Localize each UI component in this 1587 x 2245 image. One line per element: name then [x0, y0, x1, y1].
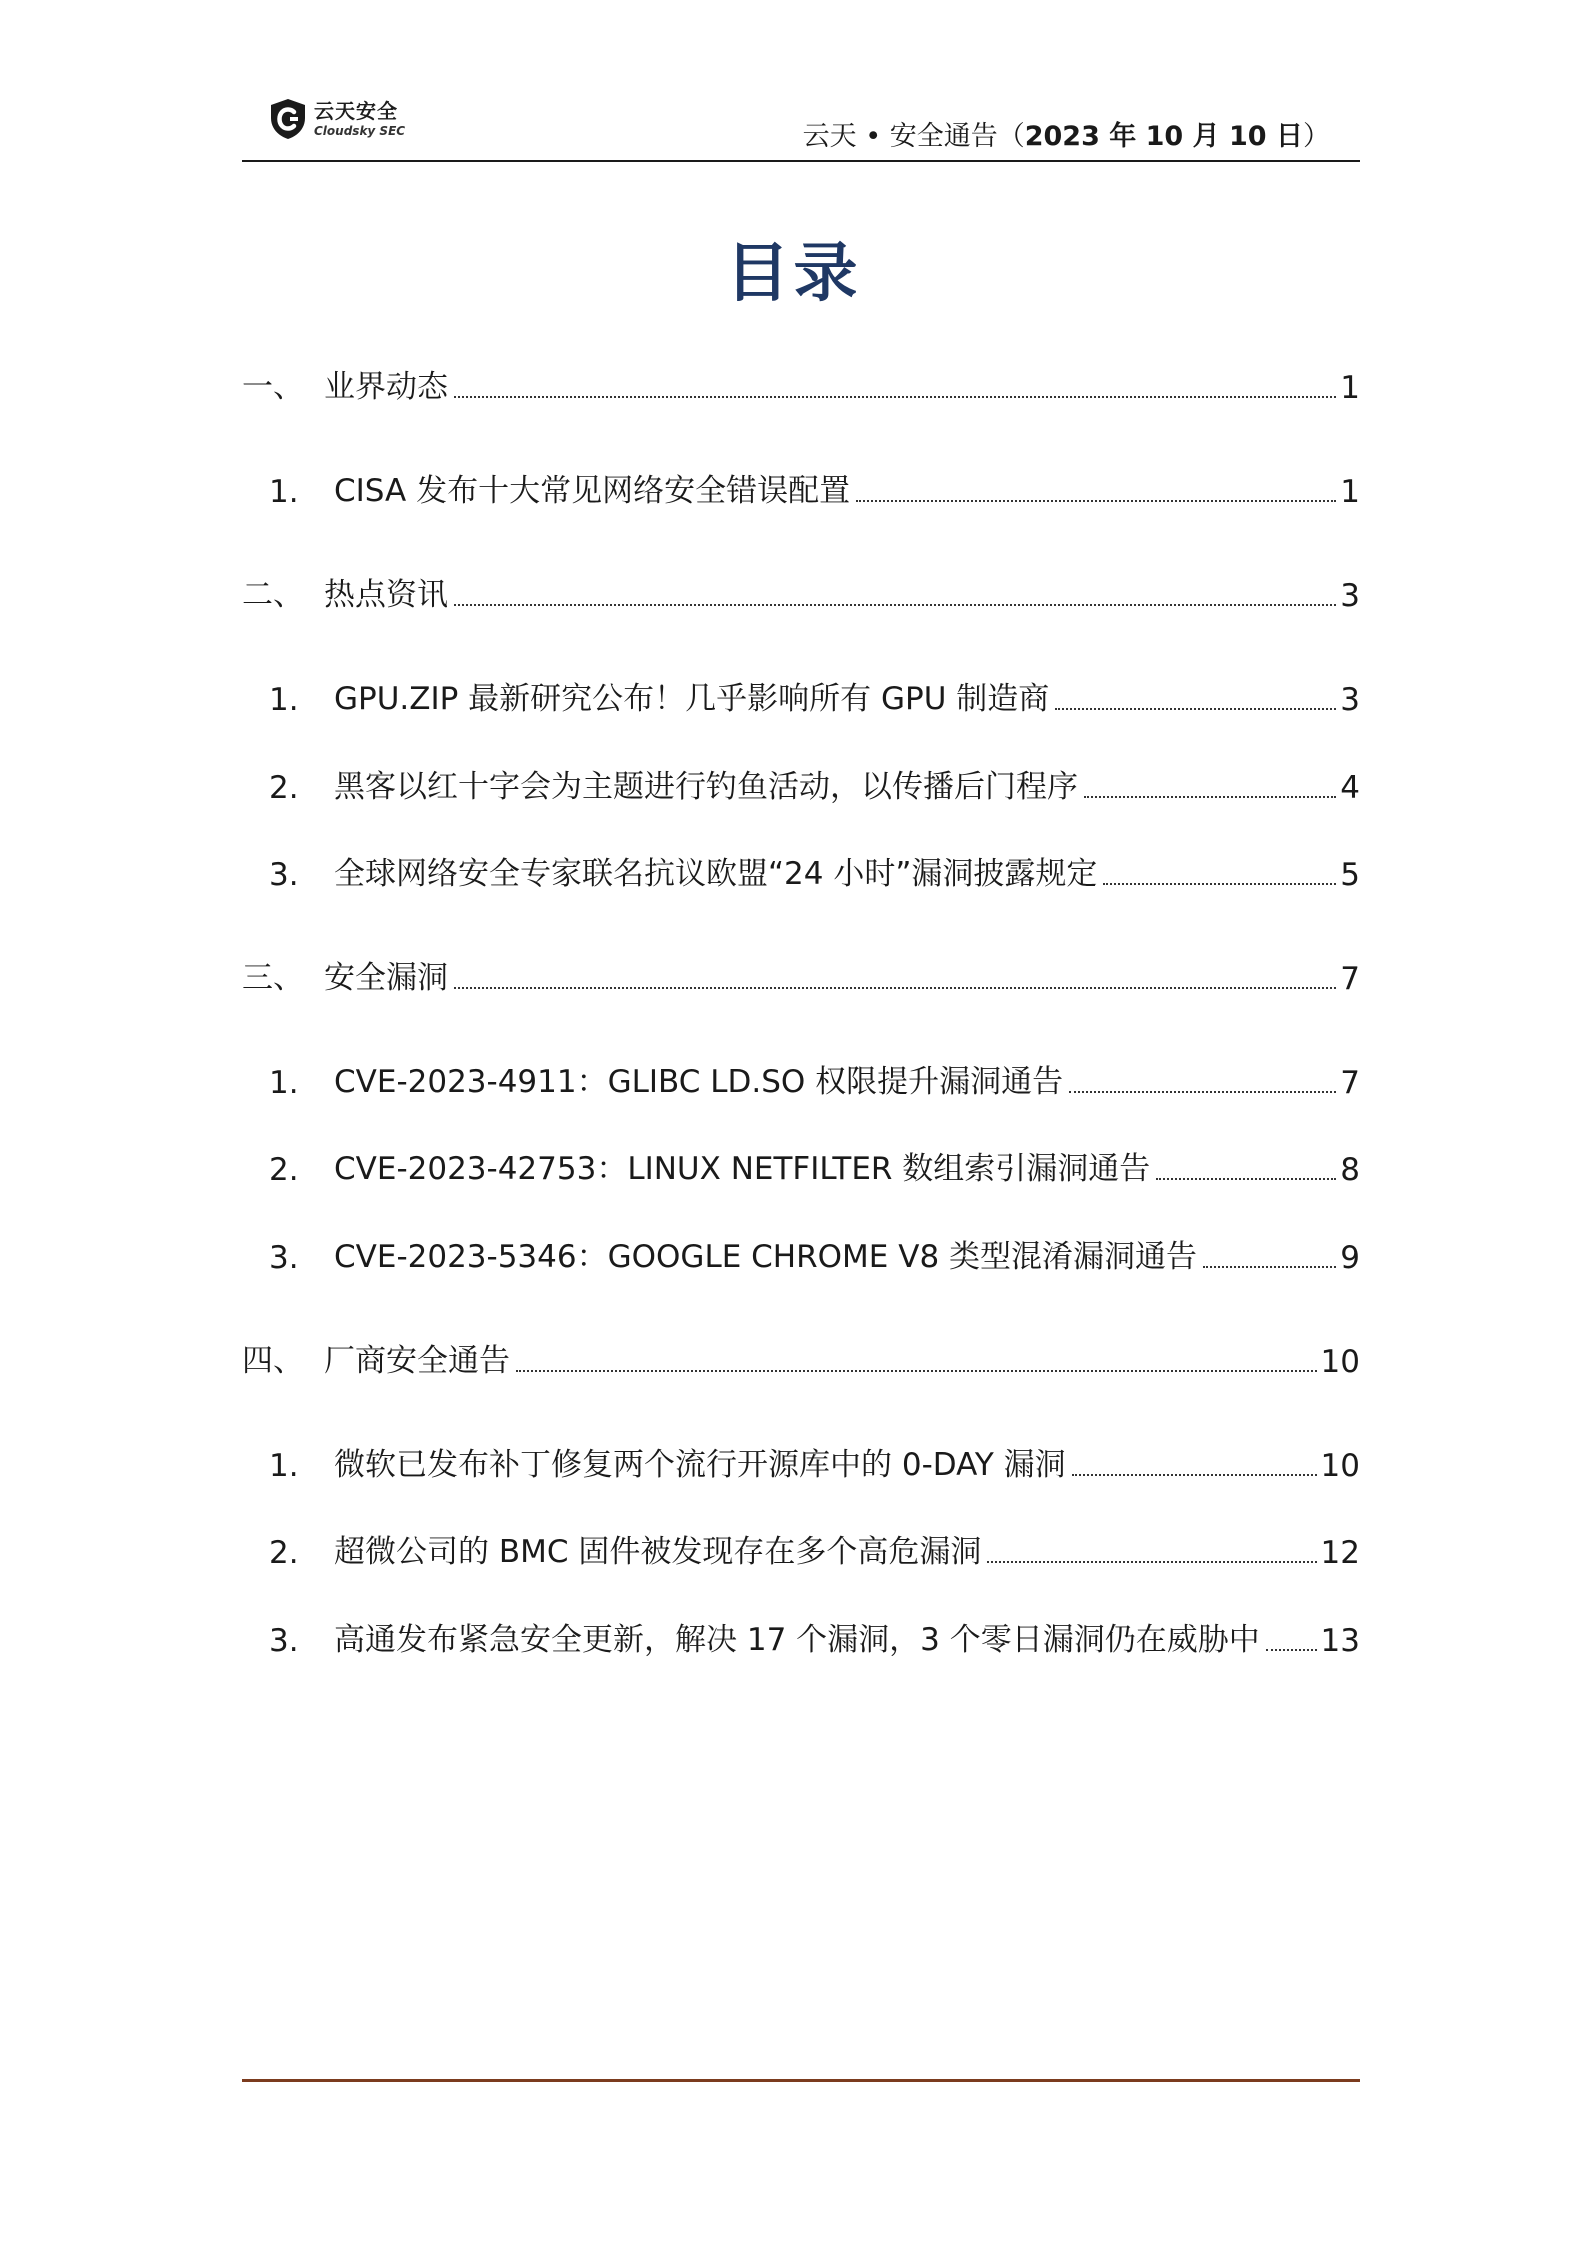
toc-entry-number: 2.	[269, 1152, 299, 1188]
toc-entry[interactable]	[242, 1615, 1360, 1659]
toc-entry-label: CVE-2023-4911：GLIBC LD.SO 权限提升漏洞通告	[334, 1064, 1064, 1100]
toc-dot-leader	[1069, 1091, 1336, 1093]
toc-entry-label: 安全漏洞	[324, 960, 448, 996]
toc-entry[interactable]	[242, 849, 1360, 893]
toc-dot-leader	[987, 1561, 1316, 1563]
toc-entry-page: 10	[1320, 1344, 1360, 1380]
toc-dot-leader	[1055, 708, 1336, 710]
toc-entry-label: GPU.ZIP 最新研究公布！几乎影响所有 GPU 制造商	[334, 681, 1050, 717]
toc-entry-number: 1.	[269, 474, 299, 510]
logo-en-text: Cloudsky SEC	[314, 124, 406, 138]
toc-dot-leader	[856, 500, 1336, 502]
toc-dot-leader	[454, 604, 1336, 606]
toc-entry-number: 3.	[269, 1240, 299, 1276]
toc-dot-leader	[1156, 1178, 1336, 1180]
toc-entry-number: 2.	[269, 770, 299, 806]
toc-entry-label: CVE-2023-5346：GOOGLE CHROME V8 类型混淆漏洞通告	[334, 1239, 1198, 1275]
toc-entry-page: 7	[1340, 961, 1360, 997]
toc-entry-label: 厂商安全通告	[324, 1343, 510, 1379]
toc-entry-number: 1.	[269, 1065, 299, 1101]
toc-entry-label: 全球网络安全专家联名抗议欧盟“24 小时”漏洞披露规定	[334, 856, 1098, 892]
toc-entry-label: 热点资讯	[324, 577, 448, 613]
toc-entry[interactable]	[242, 570, 1360, 614]
toc-entry-number: 二、	[242, 577, 304, 613]
header-title-date: 2023 年 10 月 10 日	[1024, 121, 1303, 152]
toc-entry[interactable]	[242, 1527, 1360, 1571]
toc-entry[interactable]	[242, 1336, 1360, 1380]
toc-entry-page: 3	[1340, 682, 1360, 718]
toc-dot-leader	[454, 396, 1336, 398]
toc-entry-page: 5	[1340, 857, 1360, 893]
toc-entry[interactable]	[242, 362, 1360, 406]
company-logo	[268, 98, 405, 140]
toc-entry-number: 四、	[242, 1343, 304, 1379]
toc-dot-leader	[1103, 883, 1336, 885]
toc-entry-number: 三、	[242, 960, 304, 996]
logo-cn-text: 云天安全	[314, 99, 398, 123]
toc-entry[interactable]	[242, 953, 1360, 997]
toc-entry-number: 2.	[269, 1535, 299, 1571]
toc-entry-label: CISA 发布十大常见网络安全错误配置	[334, 473, 851, 509]
toc-entry[interactable]	[242, 1232, 1360, 1276]
toc-entry-number: 3.	[269, 1623, 299, 1659]
toc-entry-label: 超微公司的 BMC 固件被发现存在多个高危漏洞	[334, 1534, 982, 1570]
toc-entry-label: CVE-2023-42753：LINUX NETFILTER 数组索引漏洞通告	[334, 1151, 1151, 1187]
toc-entry[interactable]	[242, 1144, 1360, 1188]
footer-divider	[242, 2079, 1360, 2082]
toc-dot-leader	[1072, 1474, 1317, 1476]
toc-entry-number: 一、	[242, 369, 304, 405]
toc-entry-label: 业界动态	[324, 369, 448, 405]
toc-entry-page: 4	[1340, 770, 1360, 806]
toc-entry-page: 12	[1320, 1535, 1360, 1571]
header-title-prefix: 云天 • 安全通告（	[802, 121, 1025, 152]
toc-entry-page: 7	[1340, 1065, 1360, 1101]
toc-entry-number: 1.	[269, 1448, 299, 1484]
toc-entry[interactable]	[242, 1440, 1360, 1484]
toc-entry[interactable]	[242, 674, 1360, 718]
toc-entry[interactable]	[242, 762, 1360, 806]
shield-logo-icon	[268, 98, 308, 140]
toc-dot-leader	[1266, 1649, 1317, 1651]
toc-entry-label: 黑客以红十字会为主题进行钓鱼活动，以传播后门程序	[334, 769, 1078, 805]
toc-entry-label: 高通发布紧急安全更新，解决 17 个漏洞，3 个零日漏洞仍在威胁中	[334, 1622, 1260, 1658]
toc-entry-page: 1	[1340, 474, 1360, 510]
toc-dot-leader	[454, 987, 1336, 989]
page-header	[242, 96, 1360, 162]
toc-entry-page: 1	[1340, 370, 1360, 406]
toc-entry-page: 9	[1340, 1240, 1360, 1276]
toc-entry-page: 3	[1340, 578, 1360, 614]
header-divider	[242, 160, 1360, 162]
header-title	[803, 114, 1330, 153]
toc-dot-leader	[1203, 1266, 1336, 1268]
toc-entry[interactable]	[242, 466, 1360, 510]
toc-dot-leader	[516, 1370, 1317, 1372]
toc-entry-page: 8	[1340, 1152, 1360, 1188]
toc-entry-label: 微软已发布补丁修复两个流行开源库中的 0-DAY 漏洞	[334, 1447, 1066, 1483]
toc-entry-number: 3.	[269, 857, 299, 893]
toc-entry-page: 10	[1320, 1448, 1360, 1484]
toc-entry-page: 13	[1320, 1623, 1360, 1659]
toc-entry-number: 1.	[269, 682, 299, 718]
toc-title: 目录	[725, 237, 862, 311]
header-title-suffix: ）	[1303, 121, 1330, 152]
toc-entry[interactable]	[242, 1057, 1360, 1101]
toc-dot-leader	[1084, 796, 1336, 798]
